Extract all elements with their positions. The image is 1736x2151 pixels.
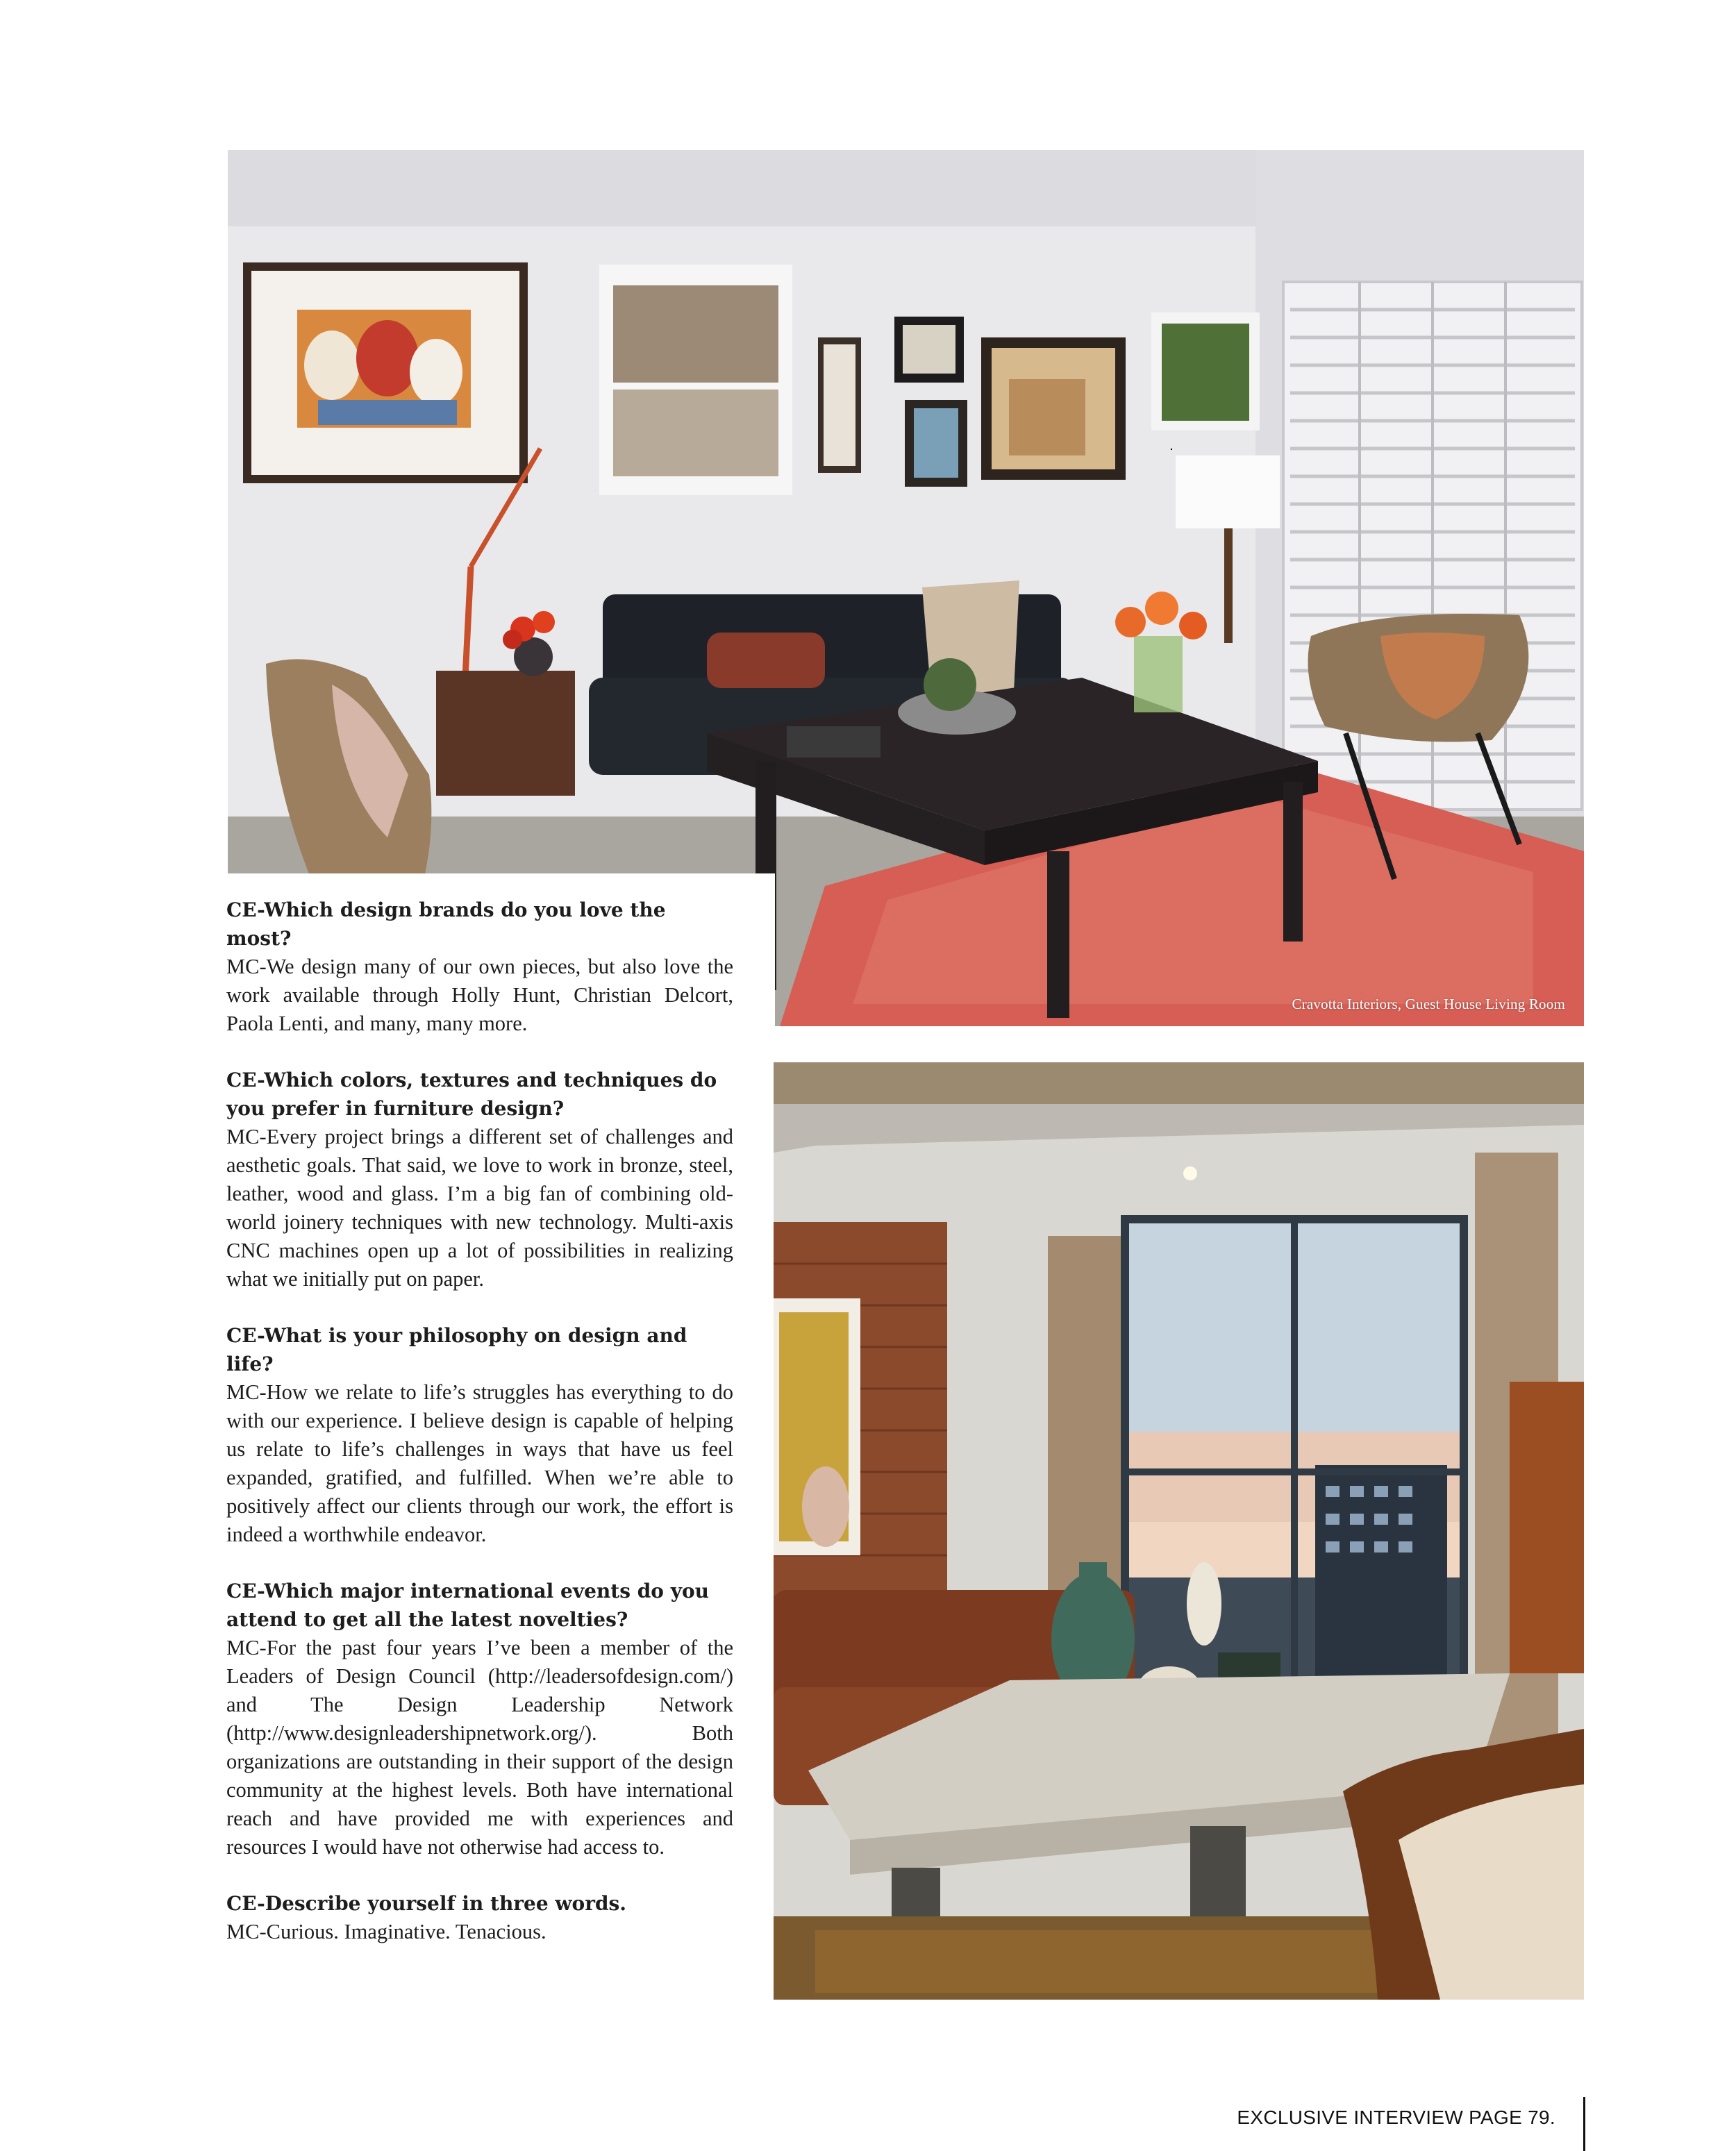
interview-question: CE-Which colors, textures and techniques do you prefer in furniture design?: [226, 1069, 717, 1120]
interview-column: [226, 896, 733, 1974]
page-folio: EXCLUSIVE INTERVIEW PAGE 79.: [1237, 2107, 1555, 2128]
qa-block: [226, 1321, 733, 1549]
interview-answer: MC-Curious. Imaginative. Tenacious.: [226, 1920, 546, 1943]
photo-caption: Cravotta Interiors, Guest House Living Room: [1292, 996, 1565, 1012]
interview-answer: MC-We design many of our own pieces, but also love the work available through Holly Hunt, Christian Delcort, Paola Lenti, and many, many more.: [226, 955, 733, 1035]
interview-answer: MC-How we relate to life’s struggles has everything to do with our experience. I believe design is capable of helping us relate to life’s challenges in ways that have us feel expanded, gratified, and fulfilled. When we’re able to positively affect our clients through our work, the effort is indeed a worthwhile endeavor.: [226, 1380, 733, 1546]
qa-block: [226, 896, 733, 1038]
qa-block: [226, 1066, 733, 1294]
folio-divider: [1583, 2097, 1585, 2151]
interview-question: CE-Which major international events do you attend to get all the latest novelties?: [226, 1580, 710, 1631]
interview-answer: MC-For the past four years I’ve been a member of the Leaders of Design Council (http://leadersofdesign.com/) and The Design Leadership Network (http://www.designleadershipnetwork.org/). Both organizations are outstanding in their support of the design community at the highest levels. Both have international reach and have provided me with experiences and resources I would have not otherwise had access to.: [226, 1636, 733, 1859]
high-rise-living-room-photo: [774, 1062, 1584, 2000]
interview-question: CE-Which design brands do you love the most?: [226, 898, 666, 950]
qa-block: [226, 1577, 733, 1861]
interview-answer: MC-Every project brings a different set of challenges and aesthetic goals. That said, we love to work in bronze, steel, leather, wood and glass. I’m a big fan of combining old-world joinery techniques with new technology. Multi-axis CNC machines open up a lot of possibilities in realizing what we initially put on paper.: [226, 1125, 733, 1291]
interview-question: CE-What is your philosophy on design and life?: [226, 1324, 687, 1375]
interview-question: CE-Describe yourself in three words.: [226, 1892, 627, 1915]
qa-block: [226, 1889, 733, 1946]
